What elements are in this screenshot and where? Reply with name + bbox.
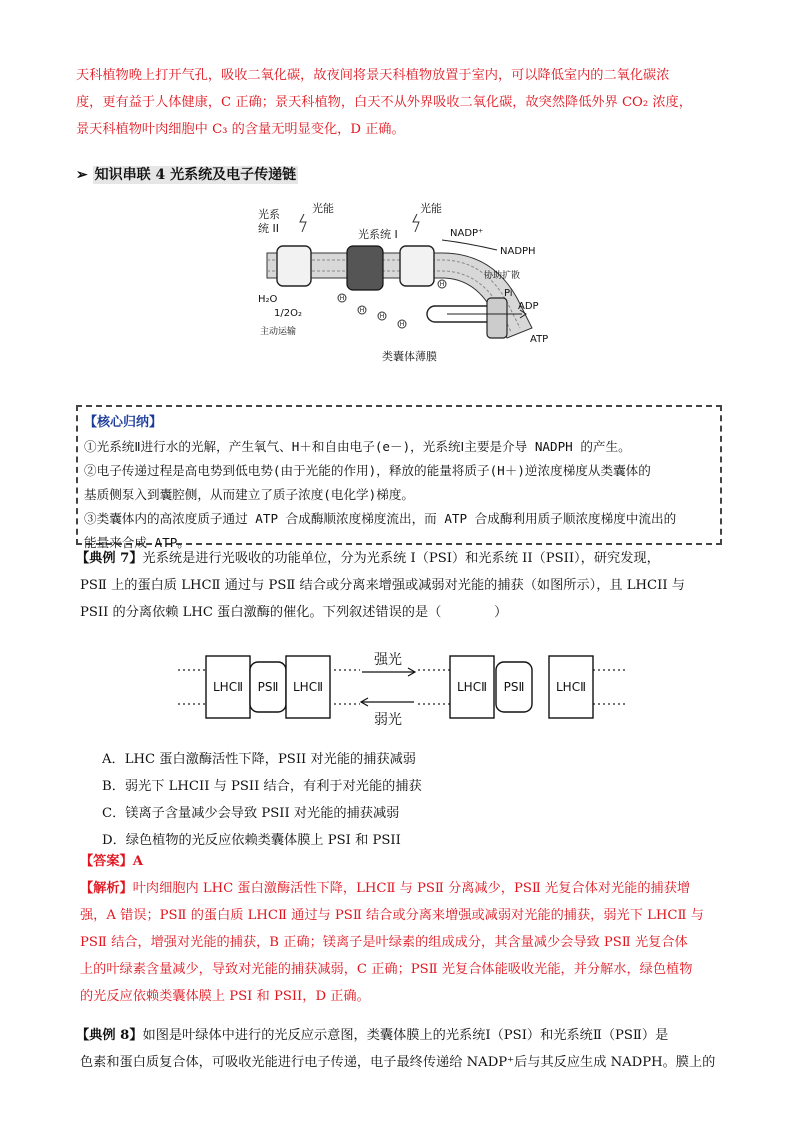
analysis-line: 景天科植物叶肉细胞中 C₃ 的含量无明显变化，D 正确。 <box>76 122 405 137</box>
top-analysis <box>76 62 724 143</box>
section-heading <box>76 164 298 184</box>
light-label: 光能 <box>312 202 334 215</box>
question-line: 色素和蛋白质复合体，可吸收光能进行电子传递，电子最终传递给 NADP⁺后与其反应生成 NADPH。膜上的 <box>80 1055 716 1070</box>
nadp-label: NADP⁺ <box>450 228 484 239</box>
lhc-label: LHCⅡ <box>457 680 487 694</box>
example7-tag: 【典例 7】 <box>76 551 143 566</box>
option-a: A．LHC 蛋白激酶活性下降，PSII 对光能的捕获减弱 <box>102 752 416 767</box>
photosystem-diagram <box>252 198 562 368</box>
ps2-label: 光系 <box>258 208 280 221</box>
ps-label: PSⅡ <box>503 680 525 694</box>
analysis-line: 度，更有益于人体健康，C 正确；景天科植物，白天不从外界吸收二氧化碳，故突然降低外界 CO₂ 浓度， <box>76 95 692 110</box>
weak-light-label: 弱光 <box>374 712 402 728</box>
ps-label: PSⅡ <box>257 680 279 694</box>
lhc-label: LHCⅡ <box>556 680 586 694</box>
ps1-label: 光系统 I <box>358 228 398 241</box>
h-ion: H <box>339 295 345 302</box>
section-title: 知识串联 4 光系统及电子传递链 <box>94 167 297 183</box>
light-label: 光能 <box>420 202 442 215</box>
o2-label: 1/2O₂ <box>274 308 302 319</box>
analysis-line: 的光反应依赖类囊体膜上 PSI 和 PSII，D 正确。 <box>80 989 370 1004</box>
analysis-line: 上的叶绿素含量减少，导致对光能的捕获减弱，C 正确；PSⅡ 光复合体能吸收光能，并分解水，绿色植物 <box>80 962 693 977</box>
analysis-line: 强，A 错误；PSⅡ 的蛋白质 LHCⅡ 通过与 PSⅡ 结合或分离来增强或减弱对光能的捕获，弱光下 LHCⅡ 与 <box>80 908 704 923</box>
question-line: PSII 的分离依赖 LHC 蛋白激酶的催化。下列叙述错误的是（ ） <box>80 605 508 620</box>
summary-line: ①光系统Ⅱ进行水的光解，产生氧气、H＋和自由电子(e－)，光系统Ⅰ主要是介导 NADPH 的产生。 <box>84 439 631 454</box>
analysis-tag: 【解析】 <box>80 881 133 896</box>
h2o-label: H₂O <box>258 294 278 305</box>
core-summary-box <box>76 405 722 550</box>
answer-section <box>80 848 704 1010</box>
nadph-label: NADPH <box>500 246 536 257</box>
summary-line: 能量来合成 ATP。 <box>84 535 190 550</box>
option-b: B．弱光下 LHCII 与 PSII 结合，有利于对光能的捕获 <box>102 779 422 794</box>
h-ion: H <box>439 281 445 288</box>
lhc-label: LHCⅡ <box>213 680 243 694</box>
ps2-label: 统 II <box>258 222 279 235</box>
h-ion: H <box>399 321 405 328</box>
question-line: PSⅡ 上的蛋白质 LHCⅡ 通过与 PSⅡ 结合或分离来增强或减弱对光能的捕获（如图所示），且 LHCII 与 <box>80 578 685 593</box>
analysis-line: PSⅡ 结合，增强对光能的捕获，B 正确；镁离子是叶绿素的组成成分，其含量减少会导致 PSⅡ 光复合体 <box>80 935 688 950</box>
summary-line: ②电子传递过程是高电势到低电势(由于光能的作用)，释放的能量将质子(H＋)逆浓度梯度从类囊体的 <box>84 463 651 478</box>
analysis-line: 天科植物晚上打开气孔，吸收二氧化碳，故夜间将景天科植物放置于室内，可以降低室内的二氧化碳浓 <box>76 68 670 83</box>
h-ion: H <box>379 313 385 320</box>
answer-options <box>102 746 422 854</box>
pi-label: Pi <box>504 288 513 299</box>
question-line: 光系统是进行光吸收的功能单位，分为光系统 I（PSI）和光系统 II（PSII），研究发现， <box>142 551 660 566</box>
option-d: D．绿色植物的光反应依赖类囊体膜上 PSI 和 PSII <box>102 833 401 848</box>
example7-question <box>76 545 724 626</box>
adp-label: ADP <box>518 301 539 312</box>
summary-line: ③类囊体内的高浓度质子通过 ATP 合成酶顺浓度梯度流出，而 ATP 合成酶利用质子顺浓度梯度中流出的 <box>84 511 677 526</box>
question-line: 如图是叶绿体中进行的光反应示意图，类囊体膜上的光系统Ⅰ（PSⅠ）和光系统Ⅱ（PSⅡ）是 <box>142 1028 669 1043</box>
example8-question <box>76 1022 724 1076</box>
diffusion-label: 协助扩散 <box>484 271 521 281</box>
summary-label: 【核心归纳】 <box>84 415 163 430</box>
analysis-line: 叶肉细胞内 LHC 蛋白激酶活性下降，LHCⅡ 与 PSⅡ 分离减少，PSⅡ 光复合体对光能的捕获增 <box>132 881 691 896</box>
membrane-label: 类囊体薄膜 <box>382 350 437 363</box>
lhc-label: LHCⅡ <box>293 680 323 694</box>
strong-light-label: 强光 <box>374 652 402 668</box>
answer-line: 【答案】A <box>80 854 143 869</box>
h-ion: H <box>359 307 365 314</box>
active-transport-label: 主动运输 <box>260 327 297 337</box>
arrow-bullet-icon: ➢ <box>76 167 88 183</box>
option-c: C．镁离子含量减少会导致 PSII 对光能的捕获减弱 <box>102 806 400 821</box>
atp-label: ATP <box>530 334 549 345</box>
example8-tag: 【典例 8】 <box>76 1028 143 1043</box>
summary-line: 基质侧泵入到囊腔侧，从而建立了质子浓度(电化学)梯度。 <box>84 487 415 502</box>
lhc-psii-diagram <box>170 642 640 732</box>
